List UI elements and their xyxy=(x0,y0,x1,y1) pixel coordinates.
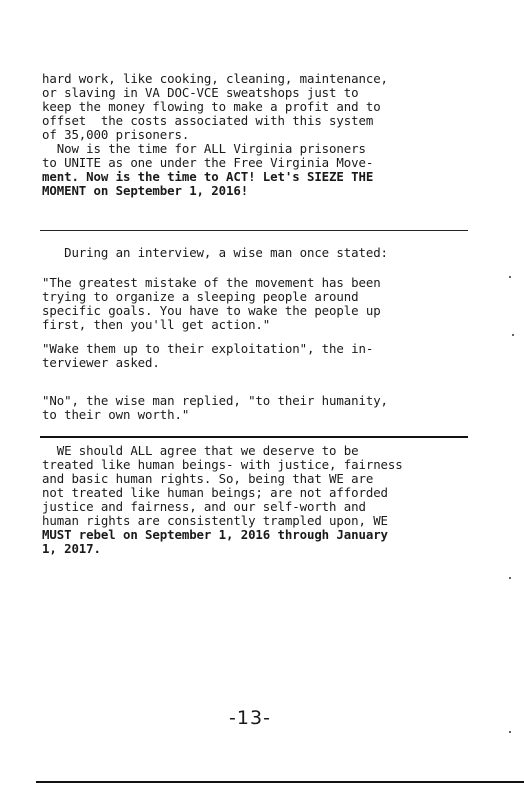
text-line: or slaving in VA DOC-VCE sweatshops just to xyxy=(42,85,359,100)
text-line: of 35,000 prisoners. xyxy=(42,127,190,142)
divider-top xyxy=(40,230,468,231)
footer-rule xyxy=(36,781,524,783)
scan-speck xyxy=(509,577,511,579)
page-number: -13- xyxy=(229,707,271,729)
text-line: WE should ALL agree that we deserve to be xyxy=(42,443,359,458)
text-line: "Wake them up to their exploitation", the in- xyxy=(42,341,374,356)
paragraph-labor xyxy=(42,72,492,198)
text-line: treated like human beings- with justice, fairness xyxy=(42,457,403,472)
text-line: MUST rebel on September 1, 2016 through January xyxy=(42,527,388,542)
text-line: to their own worth." xyxy=(42,407,190,422)
text-line: to UNITE as one under the Free Virginia Move- xyxy=(42,155,374,170)
text-line: and basic human rights. So, being that WE are xyxy=(42,471,374,486)
text-line: human rights are consistently trampled upon, WE xyxy=(42,513,388,528)
interview-intro xyxy=(42,246,492,260)
divider-bottom xyxy=(40,436,468,438)
text-line: terviewer asked. xyxy=(42,355,160,370)
text-line: hard work, like cooking, cleaning, maintenance, xyxy=(42,71,388,86)
text-line: "The greatest mistake of the movement has been xyxy=(42,275,381,290)
answer-paragraph xyxy=(42,394,492,422)
paragraph-rebel xyxy=(42,444,492,556)
text-line: justice and fairness, and our self-worth and xyxy=(42,499,366,514)
text-line: During an interview, a wise man once stated: xyxy=(42,245,388,260)
scan-speck xyxy=(512,334,514,336)
text-line: keep the money flowing to make a profit and to xyxy=(42,99,381,114)
quote-paragraph xyxy=(42,276,492,332)
scan-speck xyxy=(509,276,511,278)
text-line: trying to organize a sleeping people around xyxy=(42,289,359,304)
text-line: 1, 2017. xyxy=(42,541,101,556)
text-line: ment. Now is the time to ACT! Let's SIEZE THE xyxy=(42,169,374,184)
text-line: first, then you'll get action." xyxy=(42,317,271,332)
question-paragraph xyxy=(42,342,492,370)
scan-speck xyxy=(509,731,511,733)
text-line: not treated like human beings; are not afforded xyxy=(42,485,388,500)
text-line: MOMENT on September 1, 2016! xyxy=(42,183,249,198)
text-line: Now is the time for ALL Virginia prisoners xyxy=(42,141,366,156)
text-line: "No", the wise man replied, "to their humanity, xyxy=(42,393,388,408)
text-line: offset the costs associated with this system xyxy=(42,113,374,128)
text-line: specific goals. You have to wake the people up xyxy=(42,303,381,318)
